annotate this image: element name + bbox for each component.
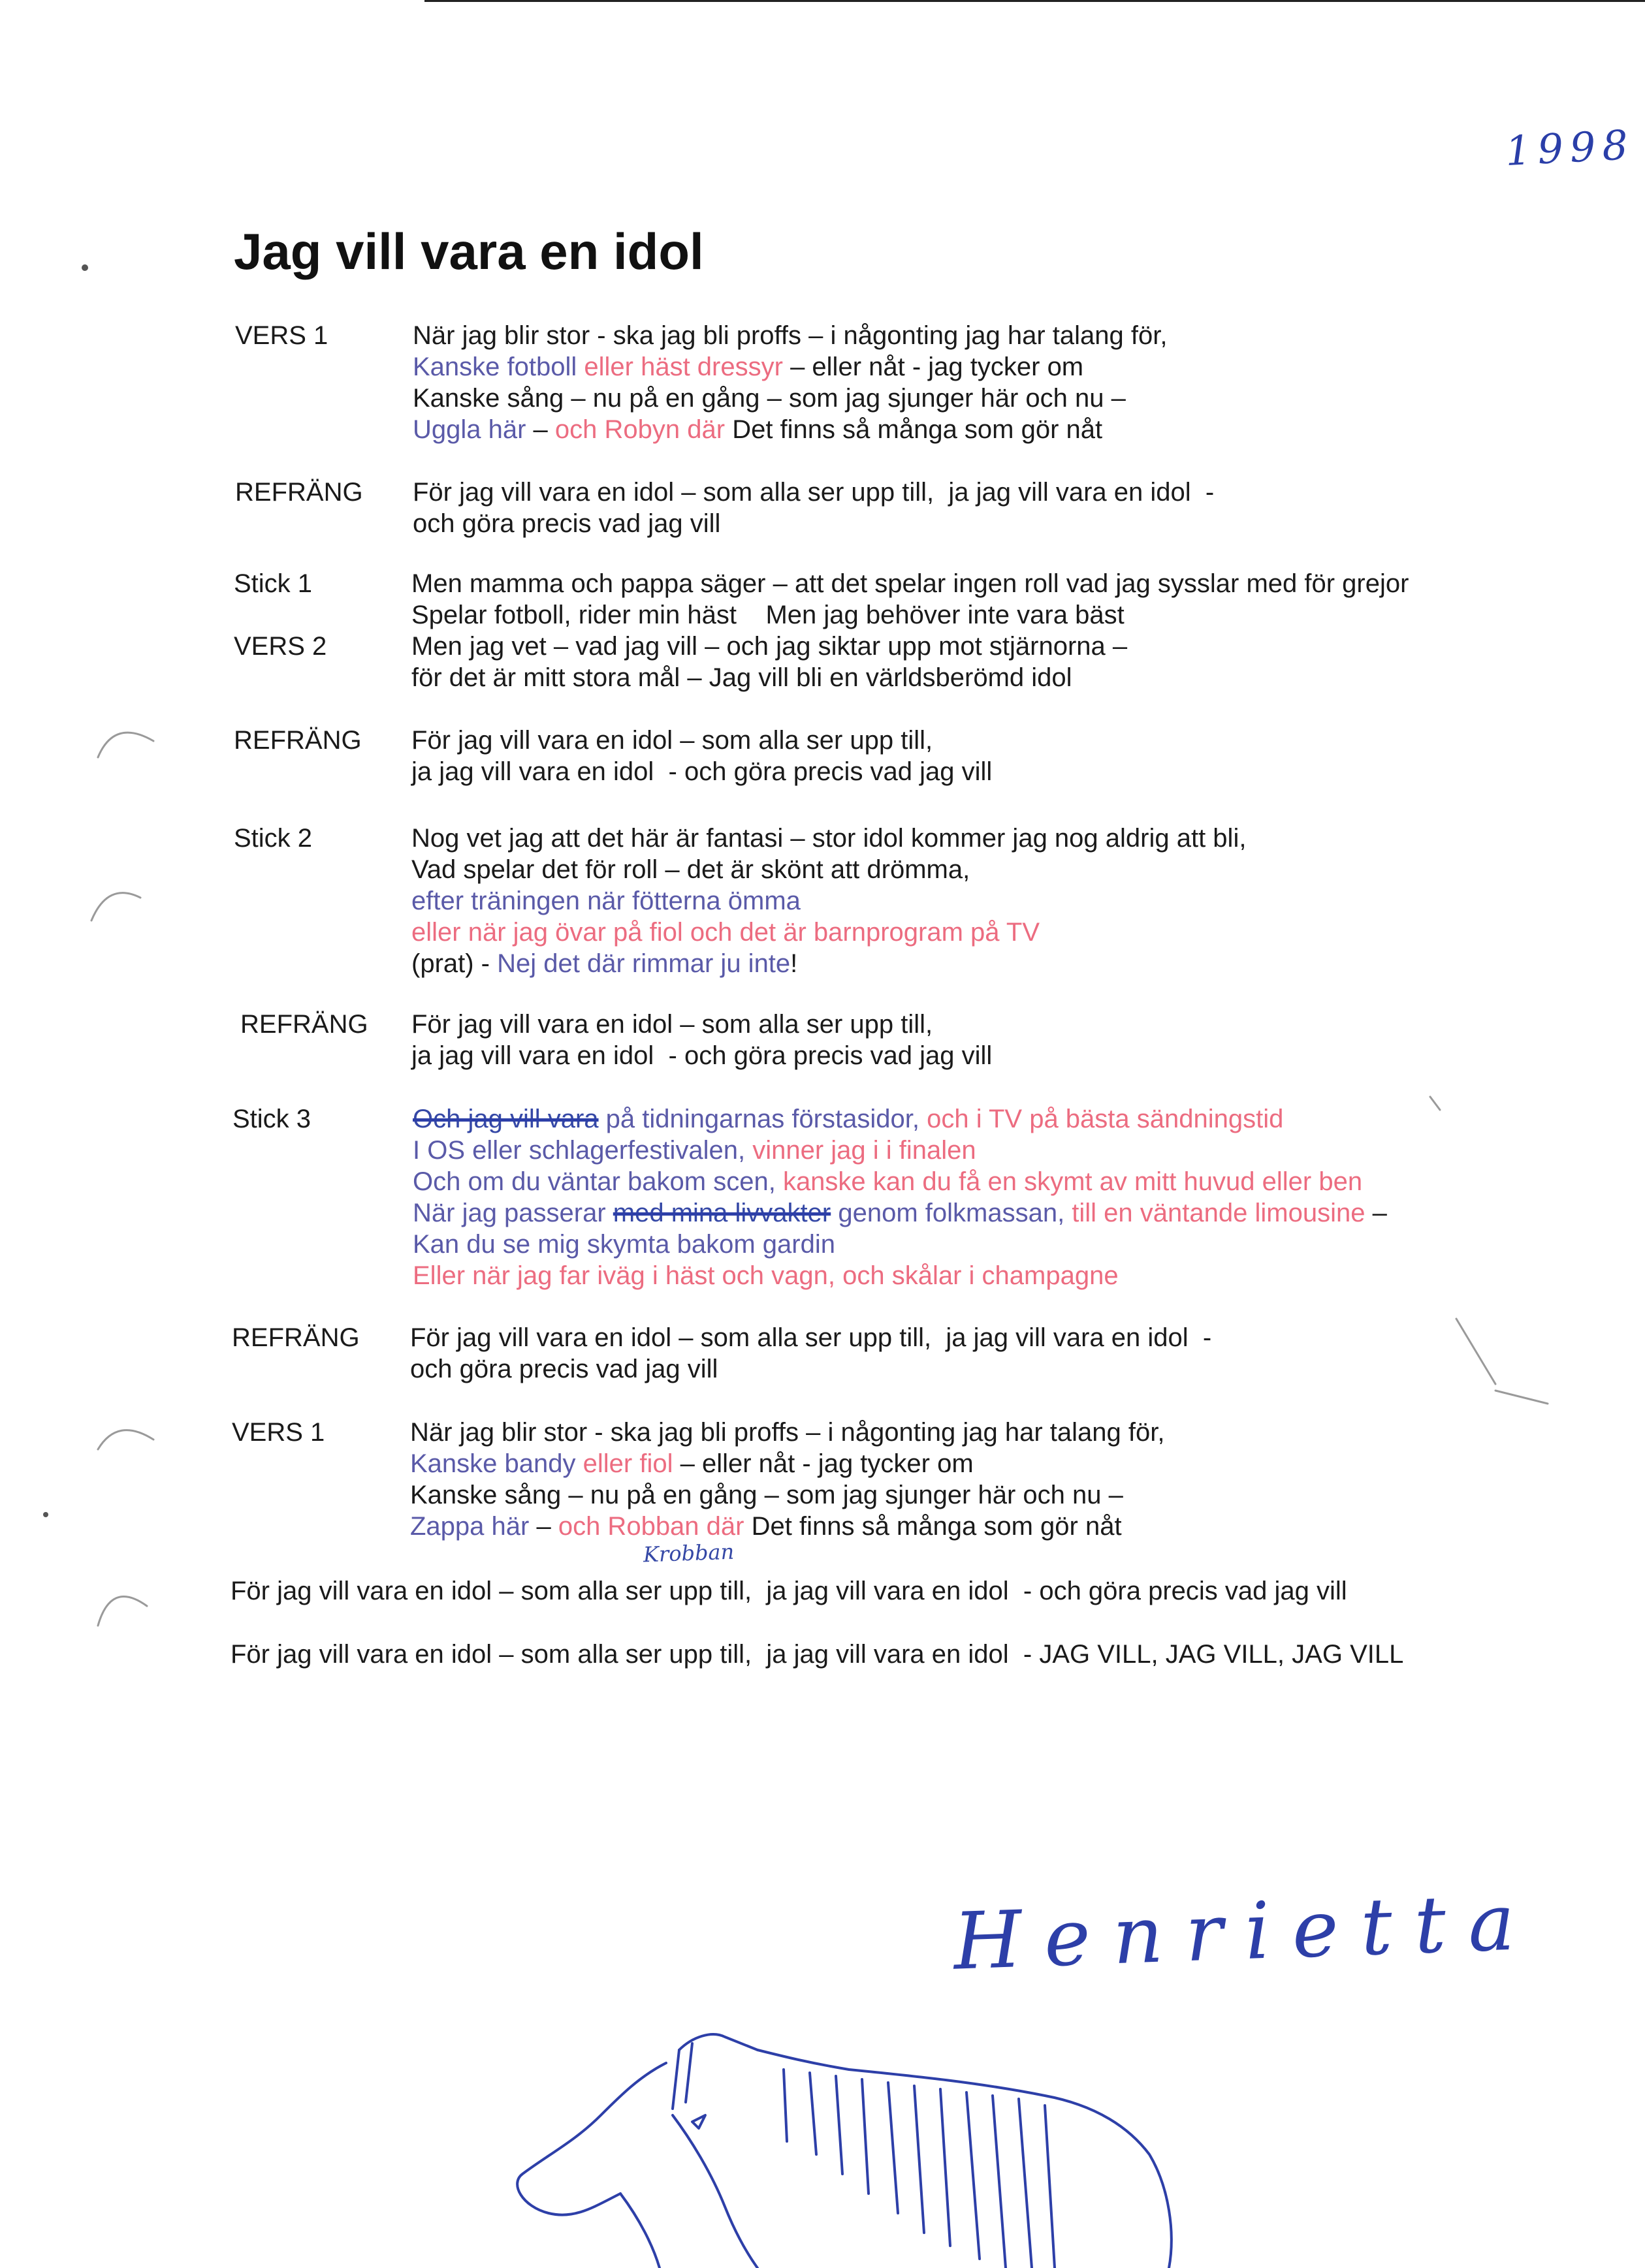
lyric-segment: och göra precis vad jag vill xyxy=(410,1355,718,1383)
lyric-segment: Det finns så många som gör nåt xyxy=(725,415,1103,444)
section-label: VERS 1 xyxy=(232,1418,325,1447)
dot-mark xyxy=(82,264,88,271)
lyric-segment: När jag blir stor - ska jag bli proffs – i någonting jag har talang för, xyxy=(410,1418,1165,1447)
handwritten-signature: Henrietta xyxy=(951,1876,1539,1988)
lyric-segment: och göra precis vad jag vill xyxy=(413,509,721,538)
lyric-segment: för det är mitt stora mål – Jag vill bli en världsberömd idol xyxy=(411,663,1072,692)
lyric-segment: I OS eller schlagerfestivalen, xyxy=(413,1136,753,1165)
section-label: VERS 1 xyxy=(235,321,328,350)
lyric-segment: – xyxy=(529,1512,558,1541)
lyric-segment: till en väntande limousine xyxy=(1072,1199,1366,1227)
lyric-segment: För jag vill vara en idol – som alla ser upp till, xyxy=(411,1010,933,1039)
lyric-segment: och i TV på bästa sändningstid xyxy=(927,1105,1284,1133)
binder-hole-mark xyxy=(98,732,153,757)
horse-sketch xyxy=(517,2034,1172,2268)
section-label: REFRÄNG xyxy=(240,1010,368,1039)
lyric-segment: För jag vill vara en idol – som alla ser upp till, ja jag vill vara en idol - xyxy=(413,478,1215,507)
lyric-segment: efter träningen när fötterna ömma xyxy=(411,887,801,915)
lyric-segment: Kan du se mig skymta bakom gardin xyxy=(413,1230,835,1259)
lyric-segment: – eller nåt - jag tycker om xyxy=(673,1449,974,1478)
lyric-segment: Det finns så många som gör nåt xyxy=(744,1512,1122,1541)
lyric-segment: Kanske fotboll xyxy=(413,353,584,381)
lyric-segment: – eller nåt - jag tycker om xyxy=(782,353,1084,381)
song-title: Jag vill vara en idol xyxy=(234,223,704,280)
binder-hole-mark xyxy=(98,1596,147,1626)
binder-hole-mark xyxy=(91,893,140,921)
lyric-segment: Eller när jag far iväg i häst och vagn, och skålar i champagne xyxy=(413,1261,1119,1290)
section-label: REFRÄNG xyxy=(232,1323,360,1352)
lyric-segment: Vad spelar det för roll – det är skönt att drömma, xyxy=(411,855,970,884)
lyric-segment: Zappa här xyxy=(410,1512,530,1541)
binder-hole-mark xyxy=(98,1430,153,1449)
lyric-segment: Kanske sång – nu på en gång – som jag sjunger här och nu – xyxy=(410,1481,1123,1509)
lyric-segment: När jag passerar xyxy=(413,1199,613,1227)
stray-mark xyxy=(1430,1097,1440,1110)
lyric-segment: – xyxy=(1365,1199,1387,1227)
lyric-segment: Uggla här xyxy=(413,415,526,444)
section-label: Stick 3 xyxy=(232,1105,311,1133)
lyric-segment: vinner jag i i finalen xyxy=(752,1136,976,1165)
struck-text: Och jag vill vara xyxy=(413,1105,599,1133)
lyric-segment: För jag vill vara en idol – som alla ser upp till, ja jag vill vara en idol - xyxy=(410,1323,1212,1352)
lyric-segment: och Robyn där xyxy=(554,415,726,444)
lyric-segment: Nog vet jag att det här är fantasi – stor idol kommer jag nog aldrig att bli, xyxy=(411,824,1247,853)
lyric-segment: Kanske sång – nu på en gång – som jag sjunger här och nu – xyxy=(413,384,1126,413)
lyric-segment: eller häst dressyr xyxy=(584,353,783,381)
section-label: Stick 2 xyxy=(234,824,313,853)
lyric-segment: – xyxy=(526,415,555,444)
lyric-segment: och Robban där xyxy=(558,1512,744,1541)
closing-line: För jag vill vara en idol – som alla ser upp till, ja jag vill vara en idol - JAG VILL, JAG VILL, JAG VILL xyxy=(231,1640,1404,1669)
section-label: REFRÄNG xyxy=(234,726,362,755)
lyric-segment: på tidningarnas förstasidor, xyxy=(598,1105,927,1133)
lyric-segment: Och om du väntar bakom scen, xyxy=(413,1167,783,1196)
lyric-segment: ja jag vill vara en idol - och göra precis vad jag vill xyxy=(411,757,993,786)
lyric-segment: För jag vill vara en idol – som alla ser upp till, xyxy=(411,726,933,755)
lyric-segment: ja jag vill vara en idol - och göra precis vad jag vill xyxy=(411,1041,993,1070)
struck-text: med mina livvakter xyxy=(613,1199,831,1227)
lyric-segment: Men mamma och pappa säger – att det spelar ingen roll vad jag sysslar med för grejor xyxy=(411,569,1409,598)
lyric-segment: (prat) - xyxy=(411,949,498,978)
section-label: VERS 2 xyxy=(234,632,327,661)
dot-mark xyxy=(43,1512,48,1517)
section-label: Stick 1 xyxy=(234,569,313,598)
lyric-segment: Kanske bandy xyxy=(410,1449,583,1478)
lyric-segment: När jag blir stor - ska jag bli proffs – i någonting jag har talang för, xyxy=(413,321,1168,350)
section-label: REFRÄNG xyxy=(235,478,363,507)
lyric-segment: Spelar fotboll, rider min häst Men jag behöver inte vara bäst xyxy=(411,601,1125,629)
lyric-segment: kanske kan du få en skymt av mitt huvud eller ben xyxy=(782,1167,1363,1196)
handwritten-note: Krobban xyxy=(643,1539,735,1567)
lyric-segment: ! xyxy=(790,949,798,978)
lyric-segment: eller när jag övar på fiol och det är barnprogram på TV xyxy=(411,918,1040,947)
lyric-segment: eller fiol xyxy=(583,1449,673,1478)
lyric-segment: Men jag vet – vad jag vill – och jag siktar upp mot stjärnorna – xyxy=(411,632,1128,661)
lyric-segment: Nej det där rimmar ju inte xyxy=(497,949,791,978)
handwritten-year: 1998 xyxy=(1504,120,1636,176)
lyric-segment: genom folkmassan, xyxy=(831,1199,1072,1227)
closing-line: För jag vill vara en idol – som alla ser upp till, ja jag vill vara en idol - och göra precis vad jag vill xyxy=(231,1577,1347,1605)
stray-mark xyxy=(1456,1319,1548,1404)
